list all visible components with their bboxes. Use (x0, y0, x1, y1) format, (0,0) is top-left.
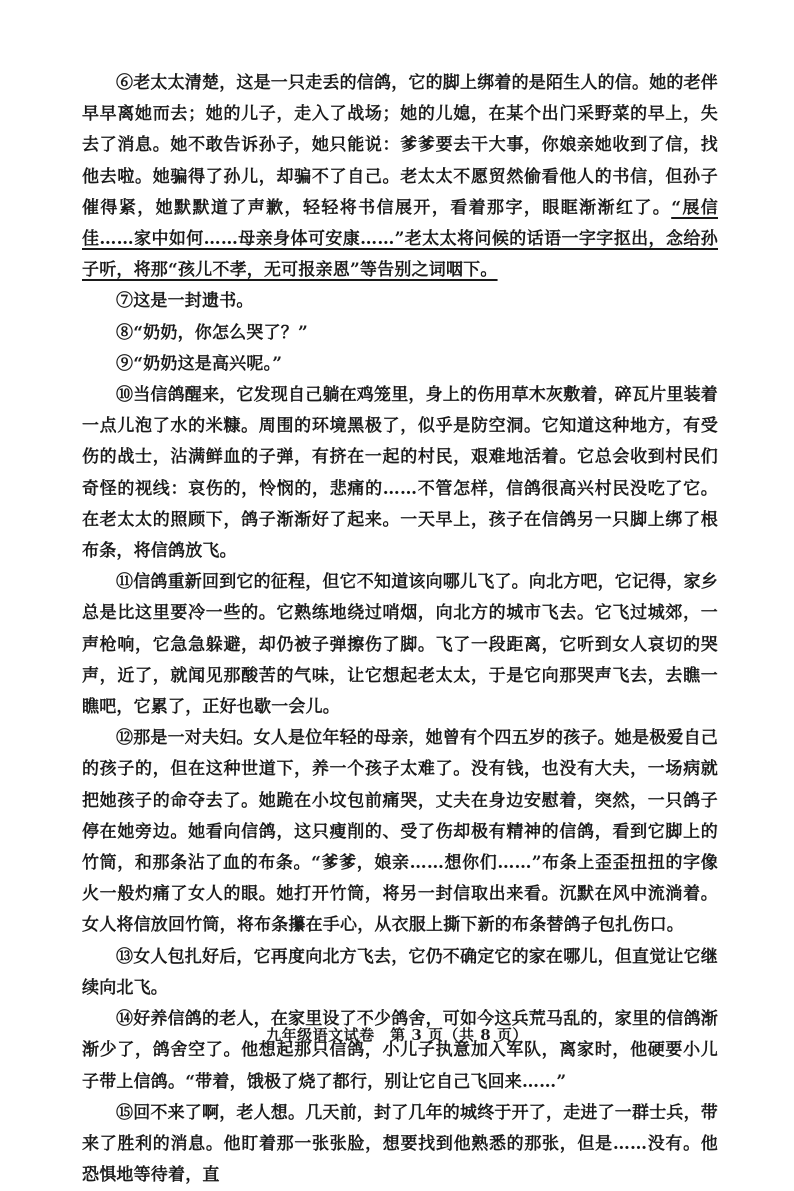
paragraph-text: “奶奶，你怎么哭了？” (133, 322, 308, 343)
paragraph-text: “奶奶这是高兴呢。” (133, 353, 283, 374)
paragraph-number: ⑥ (116, 73, 134, 93)
paragraph-9 (82, 349, 718, 380)
paragraph-text: 这是一封遗书。 (133, 291, 254, 312)
page-footer: 九年级语文试卷 第 3 页（共 8 页） (266, 1026, 528, 1044)
paragraph-7 (82, 286, 718, 317)
paragraph-number: ⑫ (116, 728, 134, 749)
paragraph-14 (82, 1004, 718, 1098)
paragraph-text: 回不来了啊，老人想。几天前，封了几年的城终于开了，走进了一群士兵，带来了胜利的消息。他盯着那一张张脸，想要找到他熟悉的那张，但是……没有。他恐惧地等待着，直 (82, 1102, 719, 1186)
paragraph-text: 老太太清楚，这是一只走丢的信鸽，它的脚上绑着的是陌生人的信。她的老伴早早离她而去；她的儿子，走入了战场；她的儿媳，在某个出门采野菜的早上，失去了消息。她不敢告诉孙子，她只能说：爹爹要去干大事，你娘亲她收到了信，找他去啦。她骗得了孙儿，却骗不了自己。老太太不愿贸然偷看他人的书信，但孙子催得紧，她默默道了声歉，轻轻将书信展开，看着那字，眼眶渐渐红了。 (82, 73, 719, 218)
paragraph-number: ⑧ (116, 322, 134, 343)
paragraph-number: ⑦ (116, 291, 134, 312)
paragraph-text: 好养信鸽的老人，在家里设了不少鸽舍，可如今这兵荒马乱的，家里的信鸽渐渐少了，鸽舍空了。他想起那只信鸽，小儿子执意加入军队，离家时，他硬要小儿子带上信鸽。“带着，饿极了烧了都行，别让它自己飞回来……” (82, 1009, 719, 1092)
paragraph-text: 女人包扎好后，它再度向北方飞去，它仍不确定它的家在哪儿，但直觉让它继续向北飞。 (82, 946, 719, 998)
paragraph-10 (82, 380, 718, 567)
paragraph-8 (82, 318, 718, 349)
paragraph-6 (82, 68, 718, 286)
paragraph-number: ⑬ (116, 946, 134, 967)
underlined-passage: “展信佳……家中如何……母亲身体可安康……”老太太将问候的话语一字字抠出，念给孙子听，将那“孩儿不孝，无可报亲恩”等告别之词咽下。 (82, 197, 718, 281)
paragraph-text: 当信鸽醒来，它发现自己躺在鸡笼里，身上的伤用草木灰敷着，碎瓦片里装着一点儿泡了水的米糠。周围的环境黑极了，似乎是防空洞。它知道这种地方，有受伤的战士，沾满鲜血的子弹，有挤在一起的村民，艰难地活着。它总会收到村民们奇怪的视线：哀伤的，怜悯的，悲痛的……不管怎样，信鸽很高兴村民没吃了它。在老太太的照顾下，鸽子渐渐好了起来。一天早上，孩子在信鸽另一只脚上绑了根布条，将信鸽放飞。 (82, 385, 719, 562)
document-body (82, 68, 718, 1191)
paragraph-text: 那是一对夫妇。女人是位年轻的母亲，她曾有个四五岁的孩子。她是极爱自己的孩子的，但在这种世道下，养一个孩子太难了。没有钱，也没有大夫，一场病就把她孩子的命夺去了。她跪在小坟包前痛哭，丈夫在身边安慰着，突然，一只鸽子停在她旁边。她看向信鸽，这只瘦削的、受了伤却极有精神的信鸽，看到它脚上的竹筒，和那条沾了血的布条。“爹爹，娘亲……想你们……”布条上歪歪扭扭的字像火一般灼痛了女人的眼。她打开竹筒，将另一封信取出来看。沉默在风中流淌着。女人将信放回竹筒，将布条攥在手心，从衣服上撕下新的布条替鸽子包扎伤口。 (82, 728, 719, 936)
paragraph-number: ⑩ (116, 385, 134, 406)
paragraph-number: ⑮ (116, 1102, 134, 1123)
paragraph-11 (82, 567, 718, 723)
paragraph-number: ⑨ (116, 353, 134, 374)
paragraph-13 (82, 942, 718, 1004)
paragraph-12 (82, 723, 718, 941)
paragraph-15 (82, 1098, 718, 1191)
paragraph-number: ⑪ (116, 572, 134, 593)
paragraph-text: 信鸽重新回到它的征程，但它不知道该向哪儿飞了。向北方吧，它记得，家乡总是比这里要冷一些的。它熟练地绕过哨烟，向北方的城市飞去。它飞过城郊，一声枪响，它急急躲避，却仍被子弹擦伤了脚。飞了一段距离，它听到女人哀切的哭声，近了，就闻见那酸苦的气味，让它想起老太太，于是它向那哭声飞去，去瞧一瞧吧，它累了，正好也歇一会儿。 (82, 572, 719, 718)
paragraph-number: ⑭ (116, 1009, 134, 1030)
